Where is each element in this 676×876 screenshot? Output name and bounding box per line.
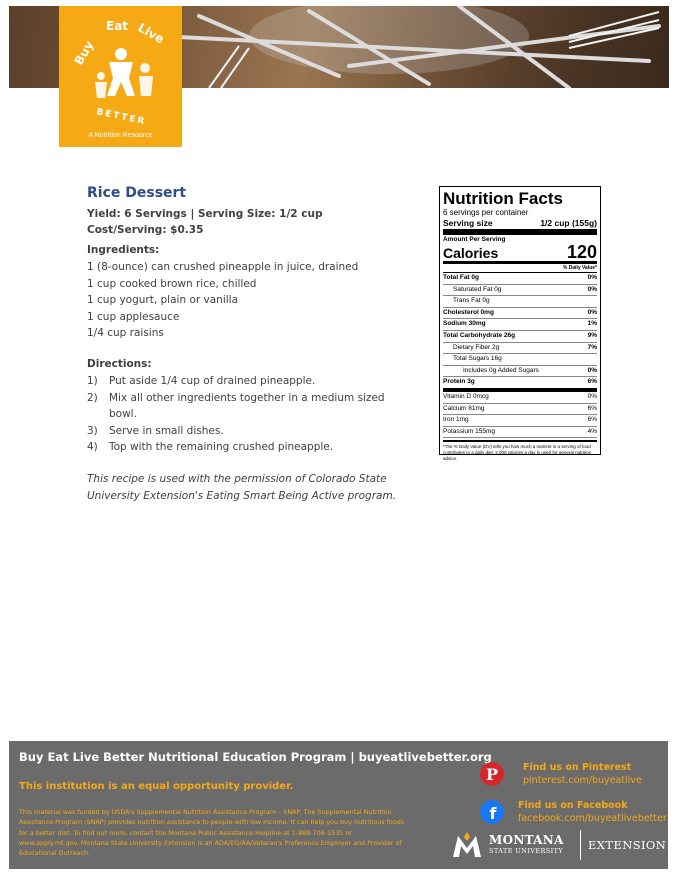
ingredient-item: 1 (8-ounce) can crushed pineapple in juice, drained [87, 261, 359, 273]
pinterest-url[interactable]: pinterest.com/buyeatlive [523, 775, 642, 786]
step-number: 1) [87, 375, 98, 387]
step-text: Mix all other ingredients together in a medium sized bowl. [109, 391, 385, 420]
ingredients-heading: Ingredients: [87, 244, 160, 256]
nutrient-label: Includes 0g Added Sugars [463, 366, 539, 374]
step-number: 3) [87, 424, 98, 437]
nutrient-pct: 6% [587, 378, 597, 386]
msu-m-mark-icon [452, 832, 482, 858]
step-text: Top with the remaining crushed pineapple. [109, 441, 334, 453]
logo-tagline: A Nutrition Resource [88, 132, 153, 139]
nutrient-row [443, 308, 597, 320]
logo-word-eat: Eat [106, 19, 129, 33]
funding-disclaimer: This material was funded by USDA's Supplemental Nutrition Assistance Program – SNAP. The Supplemental Nutrition Assistance Program (SNAP) provides nutrition assistance to people with low income. It can help you buy nutritious foods for a better diet. To find out more, contact the Montana Public Assistance Helpline at 1-888-706-1535 or www.apply.mt.gov. Montana State University Extension is an ADA/EO/AA/Veteran's Preference Employer and Provider of Educational Outreach. [19, 808, 405, 858]
logo-figures-icon [59, 6, 182, 126]
svg-text:P: P [485, 765, 499, 784]
direction-step [87, 423, 397, 440]
calories-row [443, 243, 597, 264]
facebook-url[interactable]: facebook.com/buyeatlivebetter [518, 813, 667, 824]
ingredients-list [87, 259, 358, 342]
msu-extension-logo[interactable] [452, 830, 667, 860]
msu-name: MONTANA [489, 833, 564, 847]
step-number: 2) [87, 391, 98, 404]
step-number: 4) [87, 441, 98, 453]
msu-extension-label: EXTENSION [588, 838, 667, 852]
mineral-row [443, 404, 597, 416]
recipe-cost: Cost/Serving: $0.35 [87, 224, 204, 236]
directions-list [87, 373, 397, 456]
mineral-row [443, 392, 597, 404]
nutrient-pct: 0% [587, 308, 597, 316]
nutrient-row [443, 296, 597, 308]
recipe-yield: Yield: 6 Servings | Serving Size: 1/2 cup [87, 208, 323, 220]
nutrient-label: Dietary Fiber 2g [453, 343, 500, 351]
direction-step [87, 373, 397, 390]
mineral-pct: 6% [587, 416, 597, 424]
nutrient-row [443, 285, 597, 297]
directions-heading: Directions: [87, 358, 152, 370]
footer-panel [9, 741, 668, 869]
msu-subtitle: STATE UNIVERSITY [489, 847, 564, 855]
mineral-label: Calcium 81mg [443, 404, 485, 412]
buy-eat-live-better-logo[interactable] [59, 6, 182, 147]
mineral-pct: 4% [587, 427, 597, 435]
nutrient-label: Cholesterol 0mg [443, 308, 494, 316]
nutrient-pct: 7% [587, 343, 597, 351]
nutrient-label: Protein 3g [443, 378, 475, 386]
svg-text:f: f [489, 804, 497, 823]
step-text: Put aside 1/4 cup of drained pineapple. [109, 375, 316, 387]
serving-size-label: Serving size [443, 218, 493, 228]
equal-opportunity-statement: This institution is an equal opportunity provider. [19, 781, 294, 792]
direction-step [87, 390, 397, 423]
nutrition-facts-title: Nutrition Facts [443, 189, 563, 208]
servings-per-container: 6 servings per container [443, 208, 529, 217]
nutrient-label: Total Fat 0g [443, 274, 479, 281]
nutrient-row [443, 331, 597, 343]
serving-size-value: 1/2 cup (155g) [540, 218, 597, 228]
nutrient-row [443, 366, 597, 378]
nutrient-label: Sodium 30mg [443, 320, 486, 328]
logo-word-buy: Buy [71, 38, 97, 68]
recipe-title: Rice Dessert [87, 185, 187, 201]
calories-label: Calories [443, 245, 499, 261]
nutrient-pct: 0% [587, 274, 597, 281]
nutrition-facts-label [439, 186, 601, 462]
nutrient-row [443, 377, 597, 392]
msu-divider [580, 830, 581, 860]
mineral-pct: 0% [587, 392, 597, 400]
daily-value-footnote: *The % Daily Value (DV) tells you how much a nutrient in a serving of food contributes to a daily diet. 2,000 calories a day is used for general nutrition advice. [443, 440, 597, 462]
ingredient-item: 1 cup yogurt, plain or vanilla [87, 294, 239, 306]
serving-size-row [443, 218, 597, 235]
mineral-label: Potassium 155mg [443, 427, 496, 435]
pinterest-link[interactable] [480, 762, 670, 792]
nutrient-pct: 0% [587, 366, 597, 374]
mineral-row [443, 415, 597, 427]
nutrient-label: Saturated Fat 0g [453, 285, 502, 293]
footer-program-title[interactable]: Buy Eat Live Better Nutritional Education Program | buyeatlivebetter.org [19, 750, 492, 764]
logo-word-better: BETTER [95, 107, 147, 126]
ingredient-item: 1 cup applesauce [87, 310, 180, 323]
pinterest-title: Find us on Pinterest [523, 762, 632, 773]
facebook-icon [480, 800, 504, 824]
nutrient-label: Total Sugars 16g [453, 355, 502, 363]
nutrient-row [443, 354, 597, 366]
calories-value: 120 [566, 242, 597, 262]
ingredient-item: 1 cup cooked brown rice, chilled [87, 277, 257, 290]
pinterest-icon [480, 762, 504, 786]
logo-word-live: Live [135, 20, 167, 47]
step-text: Serve in small dishes. [109, 424, 224, 437]
nutrient-label: Total Carbohydrate 26g [443, 331, 516, 339]
permission-note: This recipe is used with the permission of Colorado State University Extension's Eating Smart Being Active program. [87, 473, 397, 502]
nutrient-pct: 0% [587, 285, 597, 293]
nutrient-row [443, 273, 597, 285]
ingredient-item: 1/4 cup raisins [87, 327, 164, 339]
mineral-pct: 6% [587, 404, 597, 412]
nutrient-pct: 9% [587, 331, 597, 339]
mineral-label: Vitamin D 0mcg [443, 392, 489, 400]
nutrient-row [443, 343, 597, 355]
facebook-link[interactable] [480, 800, 670, 830]
facebook-title: Find us on Facebook [518, 800, 628, 811]
direction-step [87, 439, 397, 456]
mineral-label: Iron 1mg [443, 416, 469, 424]
amount-per-serving: Amount Per Serving [443, 236, 506, 243]
nutrient-row [443, 319, 597, 331]
nutrient-pct: 1% [587, 320, 597, 328]
daily-value-header: % Daily Value* [443, 264, 597, 273]
nutrient-label: Trans Fat 0g [453, 297, 490, 305]
mineral-row [443, 427, 597, 439]
